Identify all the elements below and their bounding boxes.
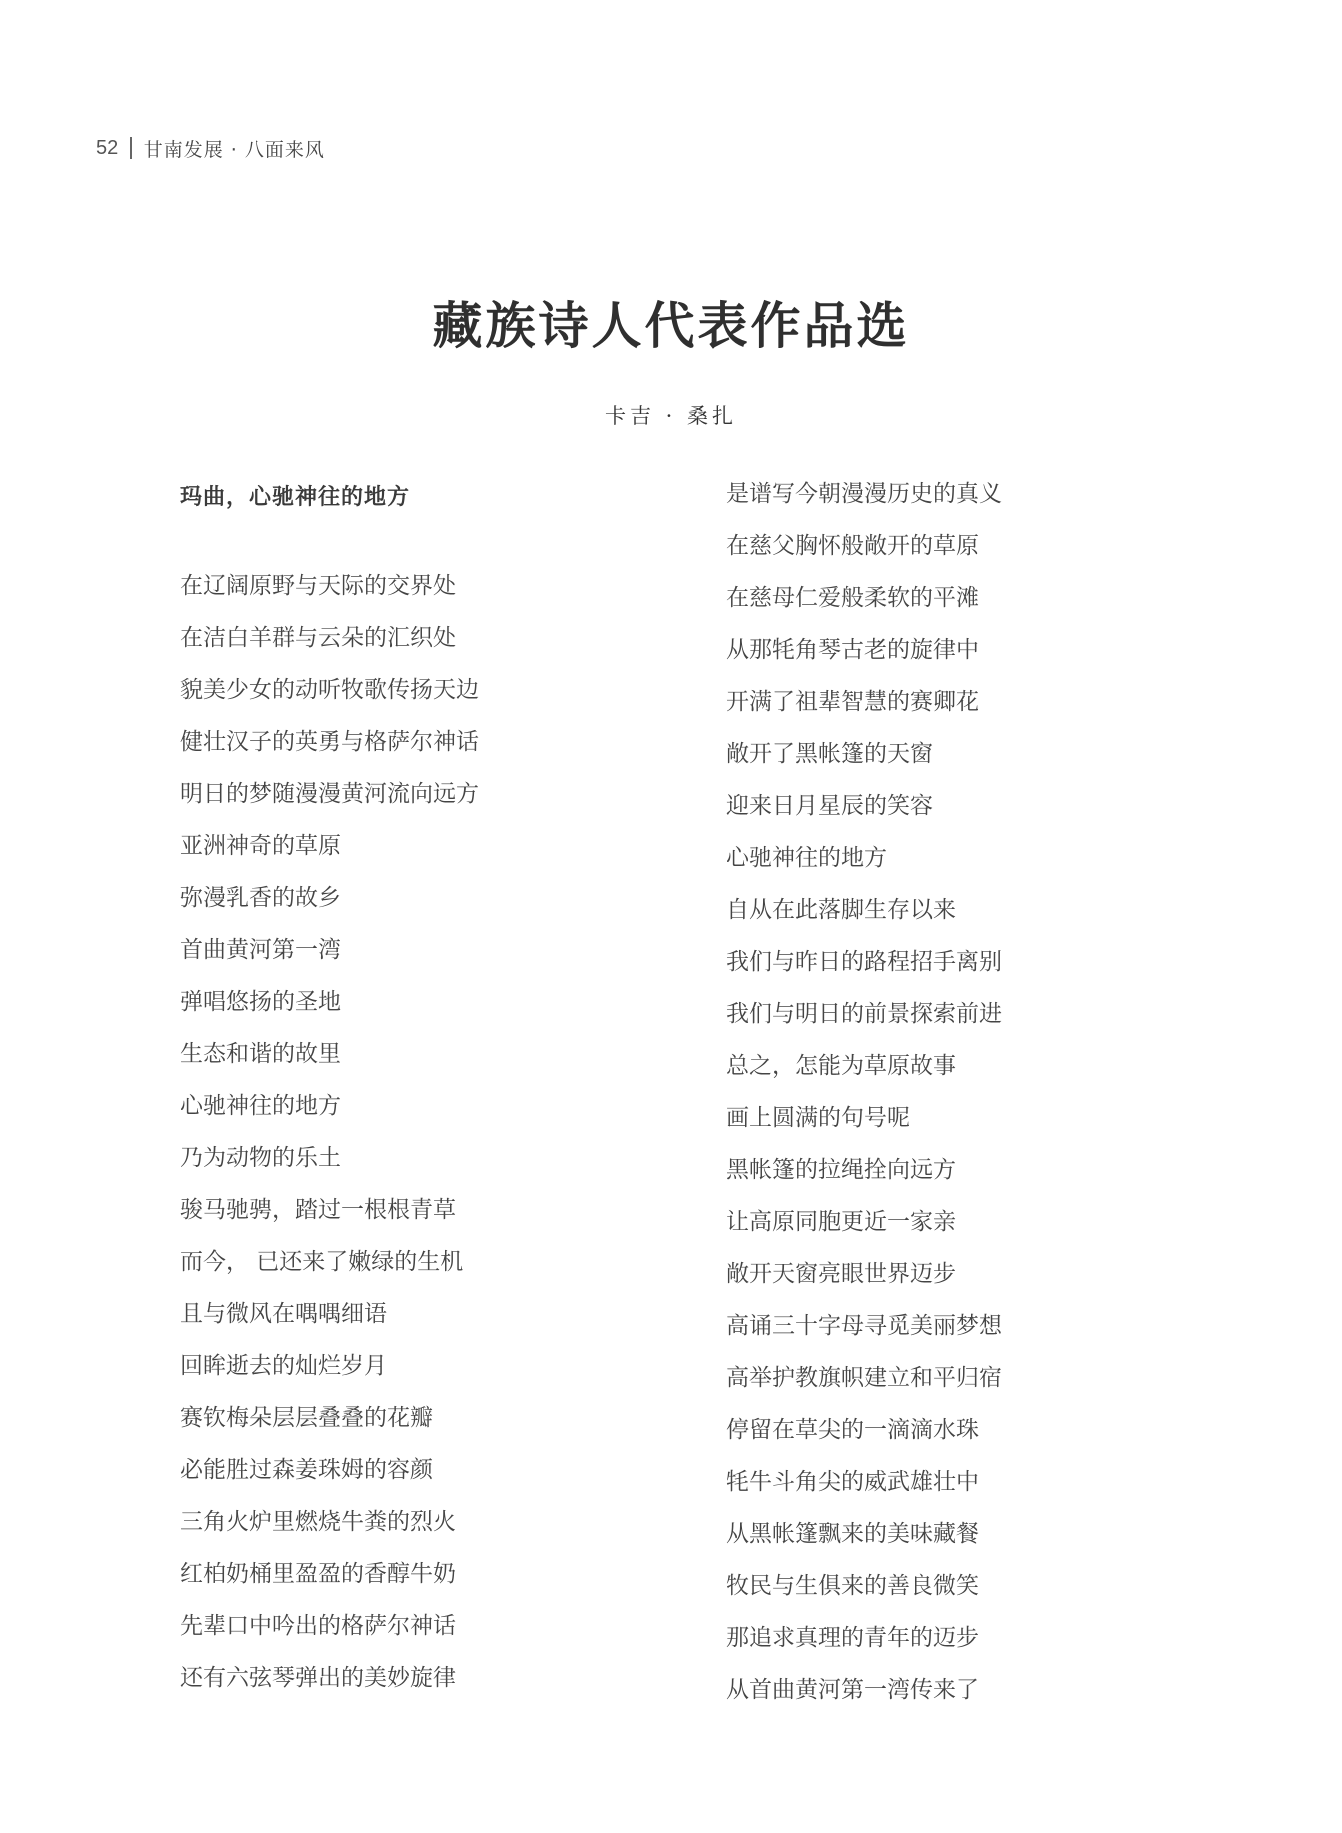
header-divider — [130, 137, 132, 159]
poem-line: 必能胜过森姜珠姆的容颜 — [180, 1457, 433, 1483]
poem-line: 心驰神往的地方 — [180, 1093, 341, 1119]
poem-line: 乃为动物的乐土 — [180, 1145, 341, 1171]
poem-line: 在洁白羊群与云朵的汇织处 — [180, 625, 456, 651]
poem-line: 亚洲神奇的草原 — [180, 833, 341, 859]
poem-line: 我们与明日的前景探索前进 — [726, 1001, 1002, 1027]
poem-column-right — [726, 478, 1002, 1726]
poem-line: 迎来日月星辰的笑容 — [726, 793, 933, 819]
poem-line: 从首曲黄河第一湾传来了 — [726, 1677, 979, 1703]
poem-line: 且与微风在喁喁细语 — [180, 1301, 387, 1327]
poem-line: 在慈父胸怀般敞开的草原 — [726, 533, 979, 559]
poem-line: 还有六弦琴弹出的美妙旋律 — [180, 1665, 456, 1691]
poem-line: 是谱写今朝漫漫历史的真义 — [726, 481, 1002, 507]
poem-line: 牦牛斗角尖的威武雄壮中 — [726, 1469, 979, 1495]
poem-line: 敞开天窗亮眼世界迈步 — [726, 1261, 956, 1287]
poem-line: 先辈口中吟出的格萨尔神话 — [180, 1613, 456, 1639]
poem-line: 三角火炉里燃烧牛粪的烈火 — [180, 1509, 456, 1535]
poem-line: 黑帐篷的拉绳拴向远方 — [726, 1157, 956, 1183]
poem-line: 首曲黄河第一湾 — [180, 937, 341, 963]
poem-line: 敞开了黑帐篷的天窗 — [726, 741, 933, 767]
poem-line: 让高原同胞更近一家亲 — [726, 1209, 956, 1235]
poem-line: 生态和谐的故里 — [180, 1041, 341, 1067]
poem-line: 在慈母仁爱般柔软的平滩 — [726, 585, 979, 611]
poem-line: 赛钦梅朵层层叠叠的花瓣 — [180, 1405, 433, 1431]
poem-line: 高诵三十字母寻觅美丽梦想 — [726, 1313, 1002, 1339]
poem-line: 而今， 已还来了嫩绿的生机 — [180, 1249, 464, 1275]
poem-line: 健壮汉子的英勇与格萨尔神话 — [180, 729, 479, 755]
poem-line: 弹唱悠扬的圣地 — [180, 989, 341, 1015]
poem-line: 那追求真理的青年的迈步 — [726, 1625, 979, 1651]
poem-column-left — [180, 570, 479, 1714]
poem-line: 高举护教旗帜建立和平归宿 — [726, 1365, 1002, 1391]
running-head — [96, 133, 325, 163]
poem-line: 我们与昨日的路程招手离别 — [726, 949, 1002, 975]
poem-line: 心驰神往的地方 — [726, 845, 887, 871]
poem-line: 自从在此落脚生存以来 — [726, 897, 956, 923]
poem-line: 弥漫乳香的故乡 — [180, 885, 341, 911]
poem-title: 玛曲，心驰神往的地方 — [180, 485, 411, 510]
poem-line: 貌美少女的动听牧歌传扬天边 — [180, 677, 479, 703]
author-name: 卡吉 · 桑扎 — [604, 404, 738, 428]
poem-line: 回眸逝去的灿烂岁月 — [180, 1353, 387, 1379]
poem-line: 总之，怎能为草原故事 — [726, 1053, 956, 1079]
poem-line: 红柏奶桶里盈盈的香醇牛奶 — [180, 1561, 456, 1587]
poem-line: 明日的梦随漫漫黄河流向远方 — [180, 781, 479, 807]
poem-line: 牧民与生俱来的善良微笑 — [726, 1573, 979, 1599]
poem-line: 停留在草尖的一滴滴水珠 — [726, 1417, 979, 1443]
poem-line: 在辽阔原野与天际的交界处 — [180, 573, 456, 599]
page-number: 52 — [96, 136, 119, 159]
poem-line: 开满了祖辈智慧的赛卿花 — [726, 689, 979, 715]
section-title: 甘南发展 · 八面来风 — [143, 138, 325, 161]
poem-line: 从那牦角琴古老的旋律中 — [726, 637, 979, 663]
poem-line: 从黑帐篷飘来的美味藏餐 — [726, 1521, 979, 1547]
poem-line: 画上圆满的句号呢 — [726, 1105, 910, 1131]
poem-line: 骏马驰骋，踏过一根根青草 — [180, 1197, 456, 1223]
article-title: 藏族诗人代表作品选 — [432, 296, 910, 355]
